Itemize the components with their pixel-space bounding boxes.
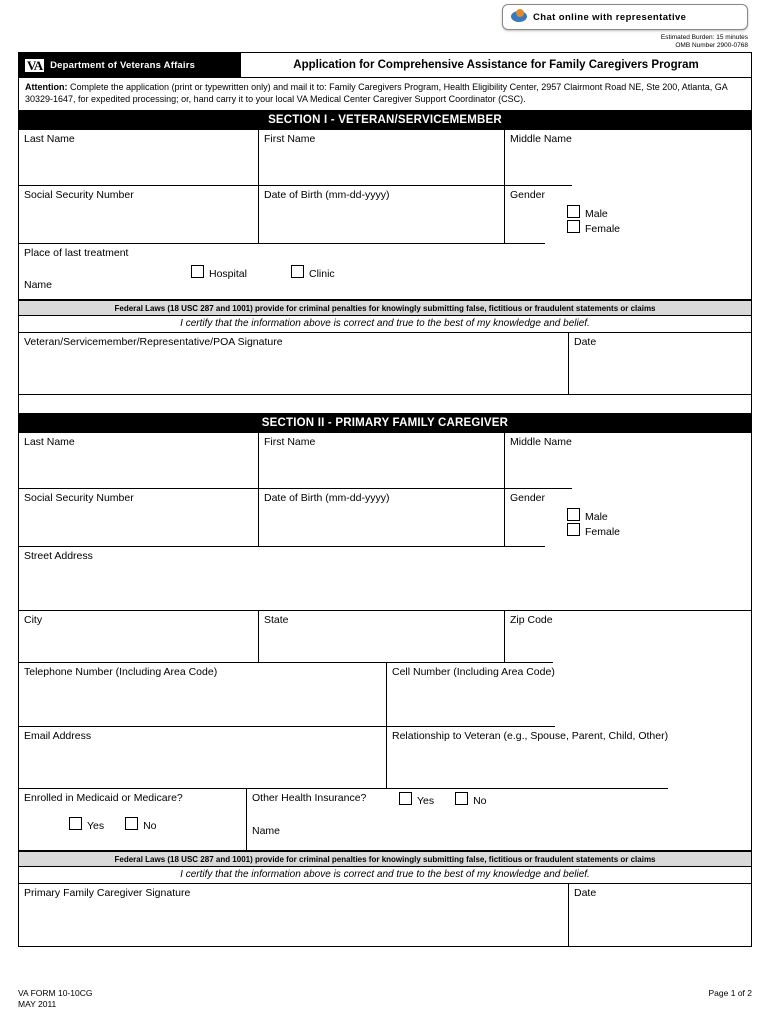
caregiver-city-field[interactable] [19,611,259,663]
caregiver-gender-female-label: Female [585,526,621,538]
caregiver-relationship-field[interactable] [387,727,668,789]
insurance-name-label: Name [252,825,281,837]
treatment-clinic-option[interactable] [291,265,335,280]
section2-insurance-row [19,789,751,851]
veteran-signature-date-field[interactable] [569,333,751,395]
place-of-treatment-label: Place of last treatment [24,247,129,259]
veteran-first-name-field[interactable] [259,130,505,186]
veteran-dob-label: Date of Birth (mm-dd-yyyy) [264,189,390,201]
caregiver-gender-field [505,489,621,547]
form-header [19,53,751,78]
other-insurance-no-label: No [473,795,487,807]
chat-bubble-icon [511,9,529,25]
agency-name: Department of Veterans Affairs [50,59,196,71]
caregiver-relationship-label: Relationship to Veteran (e.g., Spouse, Parent, Child, Other) [392,730,669,742]
medicaid-medicare-label: Enrolled in Medicaid or Medicare? [24,792,183,804]
section-1-bar: SECTION I - VETERAN/SERVICEMEMBER [19,111,751,130]
caregiver-dob-label: Date of Birth (mm-dd-yyyy) [264,492,390,504]
checkbox-icon[interactable] [567,220,580,233]
caregiver-first-name-label: First Name [264,436,316,448]
form-date: MAY 2011 [18,999,57,1009]
caregiver-middle-name-label: Middle Name [510,436,572,448]
caregiver-first-name-field[interactable] [259,433,505,489]
caregiver-signature-field[interactable] [19,884,569,946]
caregiver-signature-date-field[interactable] [569,884,751,946]
veteran-ssn-field[interactable] [19,186,259,244]
attention-text: Complete the application (print or typewritten only) and mail it to: Family Caregivers Program, Health Eligibility Center, 2957 Clairmont Road NE, Ste 200, Atlanta, GA 30329-1647, for expedited processing; or, hand carry it to your local VA Medical Center Caregiver Support Coordinator (CSC). [25,82,728,104]
veteran-signature-date-label: Date [574,336,597,348]
checkbox-icon[interactable] [567,508,580,521]
caregiver-telephone-field[interactable] [19,663,387,727]
chat-online-label: Chat online with representative [533,11,687,23]
medicaid-yes-option[interactable] [69,820,104,832]
checkbox-icon[interactable] [69,817,82,830]
veteran-gender-options [567,205,642,235]
caregiver-street-address-field[interactable] [19,547,751,611]
caregiver-telephone-label: Telephone Number (Including Area Code) [24,666,218,678]
caregiver-gender-male-label: Male [585,511,608,523]
caregiver-state-label: State [264,614,289,626]
other-insurance-options [399,792,505,807]
caregiver-cell-label: Cell Number (Including Area Code) [392,666,555,678]
caregiver-cell-field[interactable] [387,663,555,727]
form-number: VA FORM 10-10CG [18,988,93,998]
section-2-bar: SECTION II - PRIMARY FAMILY CAREGIVER [19,414,751,433]
veteran-gender-label: Gender [510,189,546,201]
section2-name-row [19,433,751,489]
caregiver-city-label: City [24,614,43,626]
caregiver-ssn-label: Social Security Number [24,492,134,504]
section1-ssn-row [19,186,751,244]
page-footer [18,988,752,1010]
caregiver-gender-female-option[interactable] [567,526,620,538]
attention-block [19,78,751,111]
agency-banner [19,53,241,77]
veteran-middle-name-field[interactable] [505,130,572,186]
veteran-last-name-label: Last Name [24,133,75,145]
veteran-gender-male-option[interactable] [567,208,608,220]
medicaid-no-label: No [143,820,157,832]
veteran-gender-female-option[interactable] [567,223,620,235]
veteran-first-name-label: First Name [264,133,316,145]
form-identifier [18,988,92,1010]
caregiver-zip-label: Zip Code [510,614,553,626]
veteran-signature-field[interactable] [19,333,569,395]
section2-certification-statement: I certify that the information above is correct and true to the best of my knowledge and belief. [19,867,751,884]
section1-federal-laws-notice: Federal Laws (18 USC 287 and 1001) provide for criminal penalties for knowingly submitting false, fictitious or fraudulent statements or claims [19,300,751,316]
veteran-signature-label: Veteran/Servicemember/Representative/POA Signature [24,336,283,348]
checkbox-icon[interactable] [125,817,138,830]
checkbox-icon[interactable] [455,792,468,805]
caregiver-email-label: Email Address [24,730,92,742]
veteran-place-of-treatment-field [19,244,751,300]
caregiver-last-name-label: Last Name [24,436,75,448]
checkbox-icon[interactable] [399,792,412,805]
section-divider [19,395,751,414]
caregiver-zip-field[interactable] [505,611,553,663]
medicaid-yes-label: Yes [87,820,105,832]
caregiver-gender-male-option[interactable] [567,511,608,523]
treatment-hospital-option[interactable] [191,265,247,280]
burden-statement [661,34,748,50]
section1-name-row [19,130,751,186]
veteran-gender-field [505,186,621,244]
checkbox-icon[interactable] [567,205,580,218]
other-insurance-yes-label: Yes [417,795,435,807]
medicaid-medicare-field [19,789,247,851]
caregiver-signature-date-label: Date [574,887,597,899]
caregiver-dob-field[interactable] [259,489,505,547]
va-logo-icon: VA [27,57,43,73]
other-insurance-label: Other Health Insurance? [252,792,367,804]
section2-street-row [19,547,751,611]
caregiver-gender-label: Gender [510,492,546,504]
caregiver-middle-name-field[interactable] [505,433,572,489]
other-health-insurance-field [247,789,751,851]
treatment-facility-name-label: Name [24,279,53,291]
section2-email-row [19,727,751,789]
veteran-ssn-label: Social Security Number [24,189,134,201]
veteran-dob-field[interactable] [259,186,505,244]
checkbox-icon[interactable] [567,523,580,536]
treatment-clinic-label: Clinic [309,268,335,280]
section2-phone-row [19,663,751,727]
page-number: Page 1 of 2 [708,988,752,998]
va-form-10-10cg [18,52,752,947]
veteran-middle-name-label: Middle Name [510,133,572,145]
treatment-hospital-label: Hospital [209,268,247,280]
veteran-gender-female-label: Female [585,223,621,235]
section2-signature-row [19,884,751,946]
caregiver-signature-label: Primary Family Caregiver Signature [24,887,191,899]
caregiver-gender-options [567,508,642,538]
veteran-last-name-field[interactable] [19,130,259,186]
section1-certification-statement: I certify that the information above is correct and true to the best of my knowledge and belief. [19,316,751,333]
chat-online-button[interactable] [502,4,748,30]
other-insurance-yes-option[interactable] [399,795,434,807]
other-insurance-no-option[interactable] [455,795,486,807]
veteran-gender-male-label: Male [585,208,608,220]
caregiver-last-name-field[interactable] [19,433,259,489]
medicaid-options [69,817,175,832]
checkbox-icon[interactable] [291,265,304,278]
caregiver-email-field[interactable] [19,727,387,789]
caregiver-ssn-field[interactable] [19,489,259,547]
medicaid-no-option[interactable] [125,820,156,832]
estimated-burden: Estimated Burden: 15 minutes [660,34,748,41]
form-title: Application for Comprehensive Assistance for Family Caregivers Program [293,59,699,71]
checkbox-icon[interactable] [191,265,204,278]
section2-city-row [19,611,751,663]
omb-number: OMB Number 2900-0768 [675,42,748,49]
caregiver-street-address-label: Street Address [24,550,93,562]
attention-label: Attention: [25,82,68,92]
section2-ssn-row [19,489,751,547]
section1-signature-row [19,333,751,395]
section2-federal-laws-notice: Federal Laws (18 USC 287 and 1001) provide for criminal penalties for knowingly submitting false, fictitious or fraudulent statements or claims [19,851,751,867]
caregiver-state-field[interactable] [259,611,505,663]
